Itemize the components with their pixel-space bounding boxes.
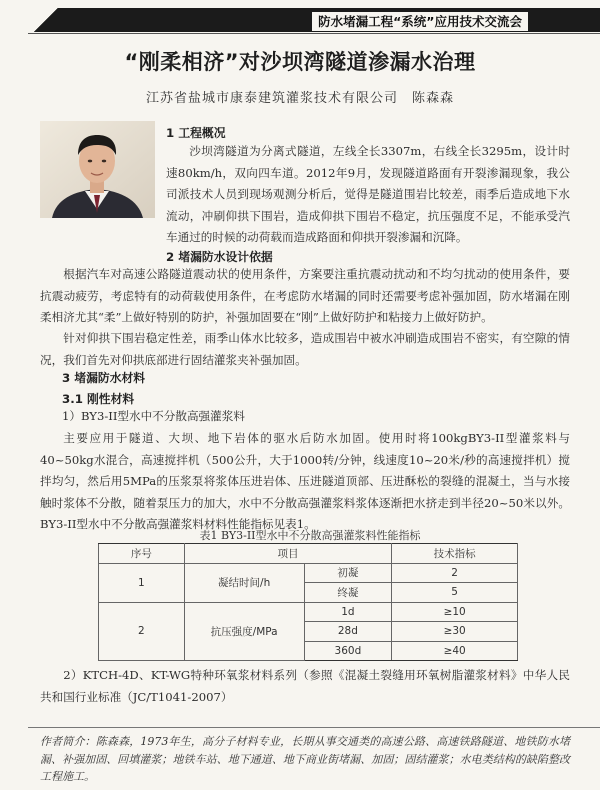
spec-table (98, 543, 518, 661)
article-author: 江苏省盐城市康泰建筑灌浆技术有限公司 陈森森 (145, 91, 454, 106)
row1-sub-1: 初凝 (304, 563, 392, 583)
col-header-item: 项目 (184, 544, 392, 564)
table-header-row (99, 544, 518, 564)
row2-item: 抗压强度/MPa (184, 602, 304, 661)
material-item-1: 1）BY3-II型水中不分散高强灌浆料 (62, 409, 245, 423)
row1-sub-2: 终凝 (304, 583, 392, 603)
col-header-no: 序号 (99, 544, 185, 564)
row2-sub-1: 1d (304, 602, 392, 622)
author-bio-footnote: 作者简介：陈森森，1973年生，高分子材料专业，长期从事交通类的高速公路、高速铁路隧道、地铁防水堵漏、补强加固、回填灌浆；地铁车站、地下通道、地下商业街堵漏、加固；固结灌浆；水电类结构的缺陷整改工程施工。 (40, 735, 570, 783)
row2-no: 2 (99, 602, 185, 661)
row2-sub-3: 360d (304, 641, 392, 661)
row2-val-1: ≥10 (392, 602, 518, 622)
footnote-rule (28, 727, 600, 728)
section-2-heading: 2 堵漏防水设计依据 (166, 250, 273, 264)
section-1-paragraph: 沙坝湾隧道为分离式隧道，左线全长3307m，右线全长3295m，设计时速80km/h，双向四车道。2012年9月，发现隧道路面有开裂渗漏现象，我公司派技术人员到现场观测分析后，觉得是隧道围岩比较差，雨季后造成地下水流动，冲刷仰拱下围岩，造成仰拱下围岩不稳定，抗压强度不足，不能承受汽车通过的时候的动荷载而造成路面和仰拱开裂渗漏和沉降。 (166, 144, 570, 244)
table-caption: 表1 BY3-II型水中不分散高强灌浆料性能指标 (199, 529, 421, 542)
row1-val-1: 2 (392, 563, 518, 583)
author-photo (40, 121, 155, 218)
table-row (99, 563, 518, 583)
material-item-1-description: 主要应用于隧道、大坝、地下岩体的驱水后防水加固。使用时将100kgBY3-II型灌浆料与40~50kg水混合，高速搅拌机（500公升，大于1000转/分钟，线速度10~20米/秒的高速搅拌机）搅拌均匀，然后用5MPa的压浆泵将浆体压进岩体、压进隧道顶部、压进酥松的裂缝的混凝土，当与水接触时浆体不分散，随着泵压力的加大，水中不分散高强灌浆料浆体逐渐把水挤走到半径20~50米以外。BY3-II型水中不分散高强灌浆料材料性能指标见表1。 (40, 431, 570, 531)
material-item-2: 2）KTCH-4D、KT-WG特种环氧浆材料系列（参照《混凝土裂缝用环氧树脂灌浆材料》中华人民共和国行业标准（JC/T1041-2007） (40, 668, 570, 704)
table-row (99, 602, 518, 622)
section-3-heading: 3 堵漏防水材料 (62, 371, 146, 385)
section-2-paragraph-1: 根据汽车对高速公路隧道震动状的使用条件，方案要注重抗震动扰动和不均匀扰动的使用条件，要抗震动疲劳，考虑特有的动荷载使用条件，在考虑防水堵漏的同时还需要考虑补强加固，防水堵漏在刚柔相济尤其“柔”上做好特别的防护，补强加固要在“刚”上做好防护和粘接力上做好防护。 (40, 267, 570, 324)
article-title: “刚柔相济”对沙坝湾隧道渗漏水治理 (124, 50, 476, 74)
row1-item: 凝结时间/h (184, 563, 304, 602)
section-3-1-heading: 3.1 刚性材料 (62, 392, 135, 406)
row2-val-2: ≥30 (392, 622, 518, 642)
col-header-spec: 技术指标 (392, 544, 518, 564)
row2-sub-2: 28d (304, 622, 392, 642)
header-rule (28, 33, 600, 34)
section-2-paragraph-2: 针对仰拱下围岩稳定性差，雨季山体水比较多，造成围岩中被水冲刷造成围岩不密实，有空隙的情况，我们首先对仰拱底部进行固结灌浆夹补强加固。 (40, 331, 570, 367)
section-1-heading: 1 工程概况 (166, 126, 226, 140)
row1-no: 1 (99, 563, 185, 602)
row2-val-3: ≥40 (392, 641, 518, 661)
row1-val-2: 5 (392, 583, 518, 603)
journal-header: 防水堵漏工程“系统”应用技术交流会 (312, 12, 528, 31)
portrait-image (40, 121, 155, 218)
